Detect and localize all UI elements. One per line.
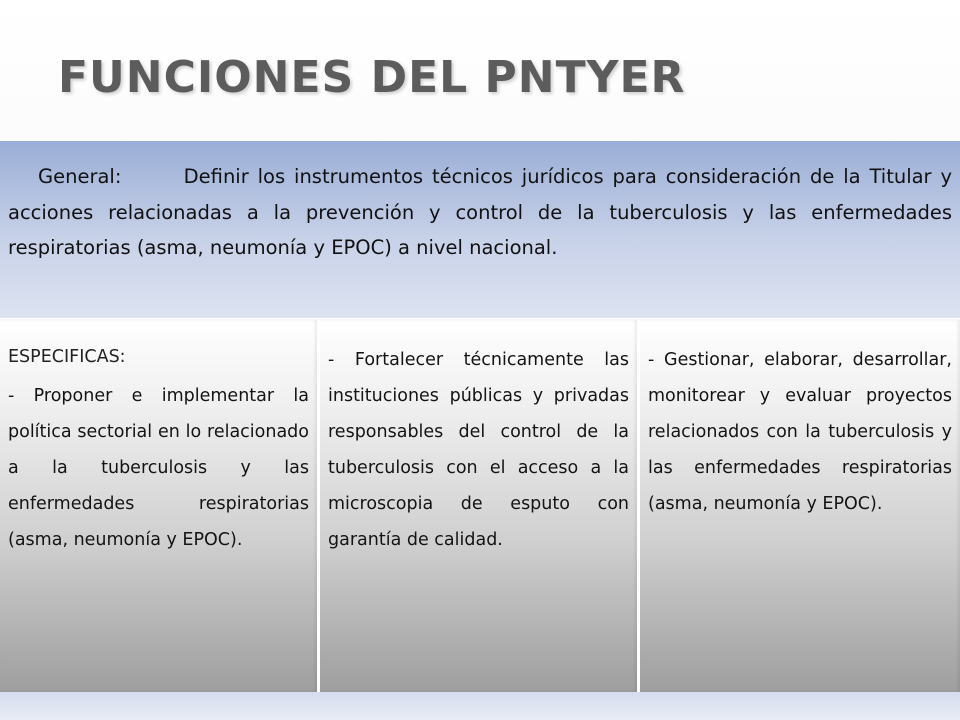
general-objective-panel — [0, 141, 960, 319]
specific-column-2 — [320, 320, 640, 692]
bottom-band — [0, 692, 960, 720]
general-label: General: — [38, 165, 122, 188]
specific-heading: ESPECIFICAS: — [8, 347, 126, 367]
specific-item-3: - Gestionar, elaborar, desarrollar, monitorear y evaluar proyectos relacionados con la tuberculosis y las enfermedades respiratorias (asma, neumonía y EPOC). — [648, 350, 952, 514]
slide-title: FUNCIONES DEL PNTYER — [58, 52, 686, 103]
specific-item-1: - Proponer e implementar la política sectorial en lo relacionado a la tuberculosis y las enfermedades respiratorias (asma, neumonía y EPOC). — [8, 386, 309, 550]
general-description: Definir los instrumentos técnicos jurídicos para consideración de la Titular y acciones relacionadas a la prevención y control de la tuberculosis y las enfermedades respiratorias (asma, neumonía y EPOC) a nivel nacional. — [8, 165, 953, 259]
specific-objectives-table — [0, 320, 960, 692]
general-objective-text — [8, 159, 952, 266]
specific-column-1 — [0, 320, 320, 692]
specific-item-2: - Fortalecer técnicamente las instituciones públicas y privadas responsables del control de la tuberculosis con el acceso a la microscopia de esputo con garantía de calidad. — [328, 350, 629, 550]
specific-column-3 — [640, 320, 960, 692]
